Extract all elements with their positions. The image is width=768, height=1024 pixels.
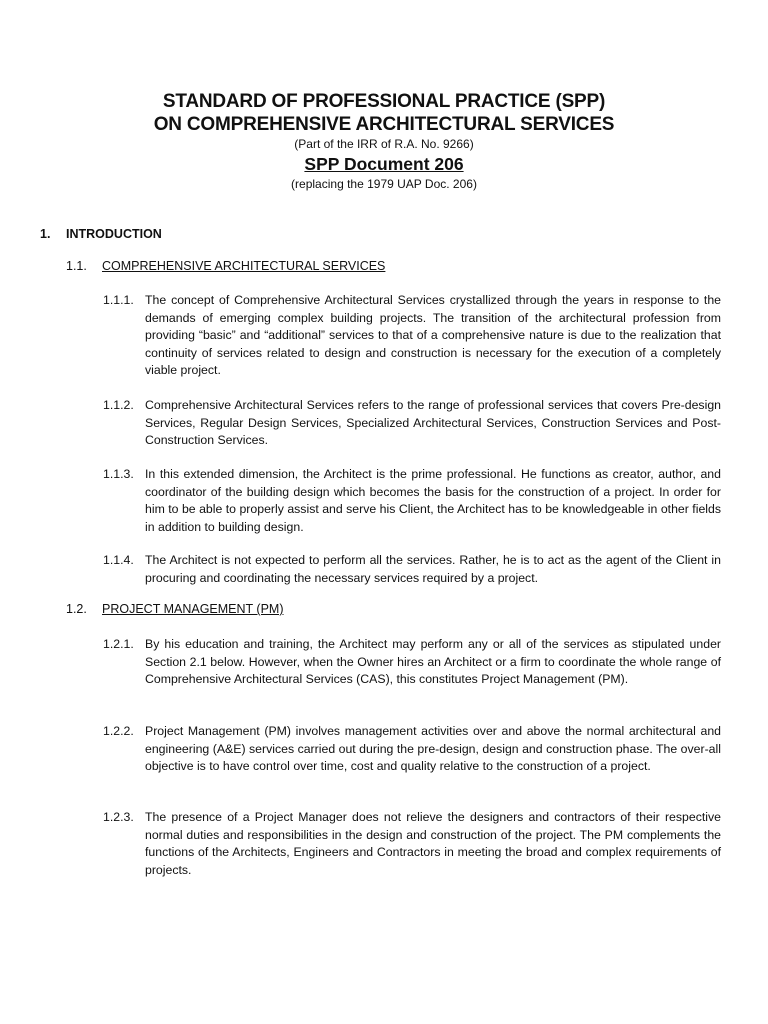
clause-1-2-1 [103, 636, 721, 689]
clause-1-2-3 [103, 809, 721, 879]
clause-1-1-4 [103, 552, 721, 587]
clause-number: 1.1.1. [103, 293, 134, 307]
clause-1-2-2 [103, 723, 721, 776]
clause-1-1-2 [103, 397, 721, 450]
section-1-title: INTRODUCTION [66, 227, 162, 241]
clause-text: The concept of Comprehensive Architectural Services crystallized through the years in response to the demands of emerging complex building projects. The transition of the architectural profession from providing “basic” and “additional” services to that of a comprehensive nature is due to the realization that continuity of services related to design and construction is necessary for the execution of a completely viable project. [145, 293, 721, 377]
clause-1-1-3 [103, 466, 721, 536]
clause-text: By his education and training, the Architect may perform any or all of the services as stipulated under Section 2.1 below. However, when the Owner hires an Architect or a firm to coordinate the whole range of Comprehensive Architectural Services (CAS), this constitutes Project Management (PM). [145, 637, 721, 686]
clause-text: Comprehensive Architectural Services refers to the range of professional services that covers Pre-design Services, Regular Design Services, Specialized Architectural Services, Construction Services and Post-Construction Services. [145, 398, 721, 447]
section-1-2-title: PROJECT MANAGEMENT (PM) [102, 602, 284, 616]
irr-reference: (Part of the IRR of R.A. No. 9266) [294, 137, 474, 151]
clause-text: The Architect is not expected to perform all the services. Rather, he is to act as the agent of the Client in procuring and coordinating the necessary services required by a project. [145, 553, 721, 585]
section-1-1-title: COMPREHENSIVE ARCHITECTURAL SERVICES [102, 259, 386, 273]
section-1-1-heading [66, 259, 385, 273]
clause-1-1-1 [103, 292, 721, 380]
clause-number: 1.1.4. [103, 553, 134, 567]
clause-text: The presence of a Project Manager does not relieve the designers and contractors of their respective normal duties and responsibilities in the design and construction of the project. The PM complements the functions of the Architects, Engineers and Contractors in meeting the broad and complex requirements of projects. [145, 810, 721, 877]
clause-number: 1.2.1. [103, 637, 134, 651]
clause-number: 1.1.2. [103, 398, 134, 412]
document-header [0, 90, 768, 192]
clause-number: 1.2.2. [103, 724, 134, 738]
clause-number: 1.1.3. [103, 467, 134, 481]
section-1-1-number: 1.1. [66, 259, 87, 273]
document-number: SPP Document 206 [304, 154, 464, 174]
clause-text: In this extended dimension, the Architect is the prime professional. He functions as creator, author, and coordinator of the building design which becomes the basis for the construction of a project. In order for him to be able to properly assist and serve his Client, the Architect has to be knowledgeable in other fields in addition to building design. [145, 467, 721, 534]
replacing-note: (replacing the 1979 UAP Doc. 206) [291, 177, 477, 191]
section-1-2-number: 1.2. [66, 602, 87, 616]
document-title-line1: STANDARD OF PROFESSIONAL PRACTICE (SPP) [162, 91, 606, 112]
section-1-heading [40, 227, 162, 241]
section-1-number: 1. [40, 227, 51, 241]
clause-number: 1.2.3. [103, 810, 134, 824]
document-title-line2: ON COMPREHENSIVE ARCHITECTURAL SERVICES [153, 114, 615, 135]
section-1-2-heading [66, 602, 284, 616]
clause-text: Project Management (PM) involves management activities over and above the normal architectural and engineering (A&E) services carried out during the pre-design, design and construction phase. The over-all objective is to have control over time, cost and quality relative to the construction of a project. [145, 724, 721, 773]
